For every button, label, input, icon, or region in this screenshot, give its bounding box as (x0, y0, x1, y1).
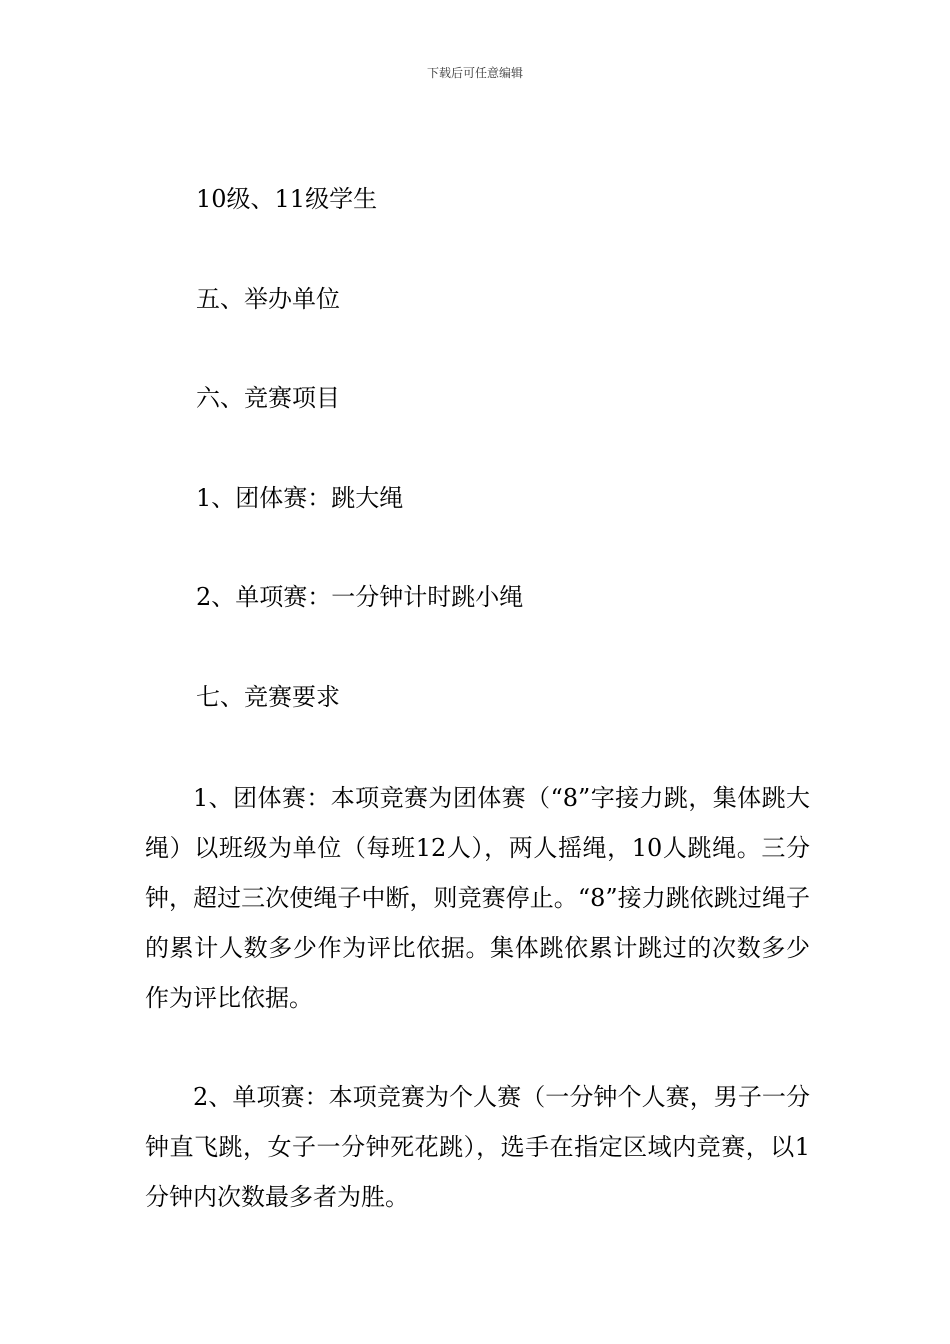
paragraph-individual-rules: 2、单项赛：本项竞赛为个人赛（一分钟个人赛，男子一分钟直飞跳，女子一分钟死花跳），选手在指定区域内竞赛，以1分钟内次数最多者为胜。 (145, 1083, 810, 1211)
page-header: 下载后可任意编辑 (426, 66, 523, 80)
event-item-team: 1、团体赛：跳大绳 (196, 484, 404, 512)
section-heading-organizer: 五、举办单位 (196, 285, 340, 313)
line-participants: 10级、11级学生 (196, 185, 378, 213)
event-item-individual: 2、单项赛：一分钟计时跳小绳 (196, 583, 524, 611)
section-heading-events: 六、竞赛项目 (196, 384, 340, 412)
section-heading-requirements: 七、竞赛要求 (196, 683, 340, 711)
paragraph-team-rules: 1、团体赛：本项竞赛为团体赛（“8”字接力跳，集体跳大绳）以班级为单位（每班12人），两人摇绳，10人跳绳。三分钟，超过三次使绳子中断，则竞赛停止。“8”接力跳依跳过绳子的累计人数多少作为评比依据。集体跳依累计跳过的次数多少作为评比依据。 (145, 784, 810, 1012)
